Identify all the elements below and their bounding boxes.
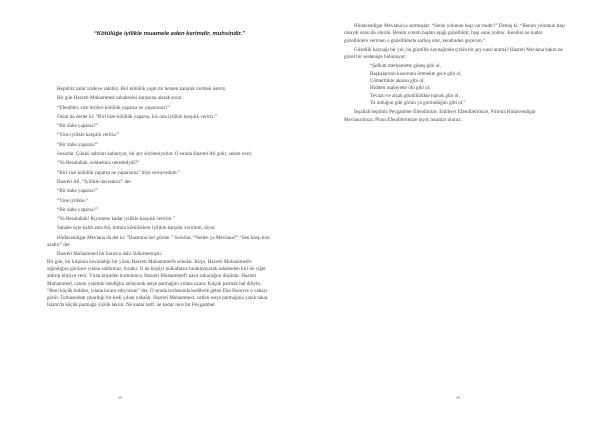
paragraph: “Bir daha yaparsa?” [57, 206, 99, 213]
paragraph: Güzellik kaynağı bir yol, bu güzellik kaynağında çirkin bir şey nasıl arama? Hazreti Mevlana bakın ne güzel bir seslenişte bulunuyor: [344, 46, 563, 61]
paragraph: “Bir daha yaparsa?” [57, 141, 99, 148]
paragraph: Hazreti Muhammed bir karınca dahi öldürmemiştir. [57, 251, 163, 258]
paragraph: Bir gün, bir kirpinin kovaladığı bir yılan, Hazreti Muhammed'e sokular. Kirpi, Hazreti Muhammed'e sığındığını görünce yılana saldırmaz, bırakır. O da kirpiyi mükafatsız bırakmayarak sahabeden biri ile ciğer aldırıp kirpiye verir. Yılan kirpiden kurtulunca, Hazreti Muhammed'i nasıl sokacağını düşünür. Hazreti Muhammed, canını yakmak istediğini anlayarak serçe parmağını yılana uzatır. Küçük parmak hal diliyle, “Beni küçük buldun, yılana kıram ediyorsun” der. O sırada tozbasında kedilerle gelen Ebu Hureyre o vakayı görür. Torbasından çıkardığı bir kedi yılanı yakalar. Hazreti Muhammed, sırtlan serçe parmağına yazık takar. İslam'da küçük parmağa yüzük takılır. Ne kadar latif, ne kadar ince bir Peygamber. [47, 258, 269, 309]
paragraph: “Bir daha yaparsa?” [57, 123, 99, 130]
paragraph: Bir gün Hazreti Muhammed sahabesini karşısına alarak sorar: [57, 95, 184, 102]
poem-verses [344, 63, 566, 107]
verse-line: Başkalarının kusurunu örtmekte gece gibi ol, [370, 70, 462, 77]
paragraph: Hüdavendigar Mevlana da der ki: “Hasmına hor görme.” Sorarlar, “Neden ya Mevlana?” “Sen karşı kini azaltır” der. [47, 234, 270, 249]
page-number: 49 [456, 395, 461, 400]
paragraph: Hepimiz zahir iradeye sahibiz. Biri kötülük yaptı mı hemen karşılık vermek isteriz. [57, 86, 227, 92]
paragraph: Hüdavendigar Mevlana'ya sormuşlar: “Senin yolunun başı var mıdır?” Demiş ki: “Benim yolumun başı olsaydı sonu da olurdu. Benim yolum baştan aşağı güzelliktir, başı sonu yoktur. Kendini ne kadar güzelliklere verirsen o güzelliklerle sarhoş olur, kendinden geçersin.” [344, 23, 565, 44]
paragraph: Sahabe üçte kaldı ama Ali, bitmin kötülüklere iyilikle karşılık verirmm, diyor. [57, 225, 216, 232]
right-page [300, 0, 600, 424]
verse-line: Hiddeti asabiyette ölü gibi ol, [370, 85, 431, 92]
closing-paragraph: İnşallah hepimiz Peygamber Efendimize, Ehlibeyt Efendilerimize, Pirimiz Hüdavendigar Mevlana'mıza, Piran Efendilerimize layık insanlar oluruz. [344, 109, 536, 123]
paragraph: Hazreti Ali, “İyilikle davranırız” der. [57, 178, 132, 185]
verse-line: “Şefkati merhamette güneş gibi ol, [370, 63, 441, 70]
paragraph: “Yine iyilikle karşılık veririz.” [57, 132, 120, 139]
paragraph: “Biri size kötülük yaparsa ne yaparsınız” diye soruyordum.” [57, 169, 181, 176]
verse-line: Ya olduğun gibi görün ya göründüğün gibi ol.” [370, 99, 466, 106]
right-text-column [344, 23, 566, 124]
chapter-heading: “Kötülüğe iyilikle muamele eden kerimdir, muhsindir.” [93, 31, 246, 37]
left-text-column [47, 86, 273, 310]
verse-line: Cömertlikte akarsu gibi ol, [370, 78, 425, 85]
paragraph: “Efendiler, size birileri kötülük yaparsa ne yaparsınız?” [57, 104, 171, 111]
page-number: 48 [118, 395, 123, 400]
paragraph: “Yine iyilikle.” [57, 197, 89, 204]
verse-line: Tevazu ve alçak gönüllülükte toprak gibi ol, [370, 92, 460, 99]
paragraph: “Ya Resulallah! Kıyamete kadar iyilikle karşılık veririm.” [57, 216, 175, 223]
paragraph: Susarlar. Çünkü sabrları kabarıyor, bir şey söylemiyorlar. O sırada Hazreti Ali gelir, selam verir. [57, 151, 253, 158]
paragraph: “Bir daha yaparsa?” [57, 188, 99, 195]
paragraph: Onlar da derler ki: “Biri bize kötülük yaparsa, biz ona iyilikle karşılık veririz.” [57, 113, 218, 120]
paragraph: “Ya Resulallah, sohbetiniz nerededydi?” [57, 160, 140, 167]
